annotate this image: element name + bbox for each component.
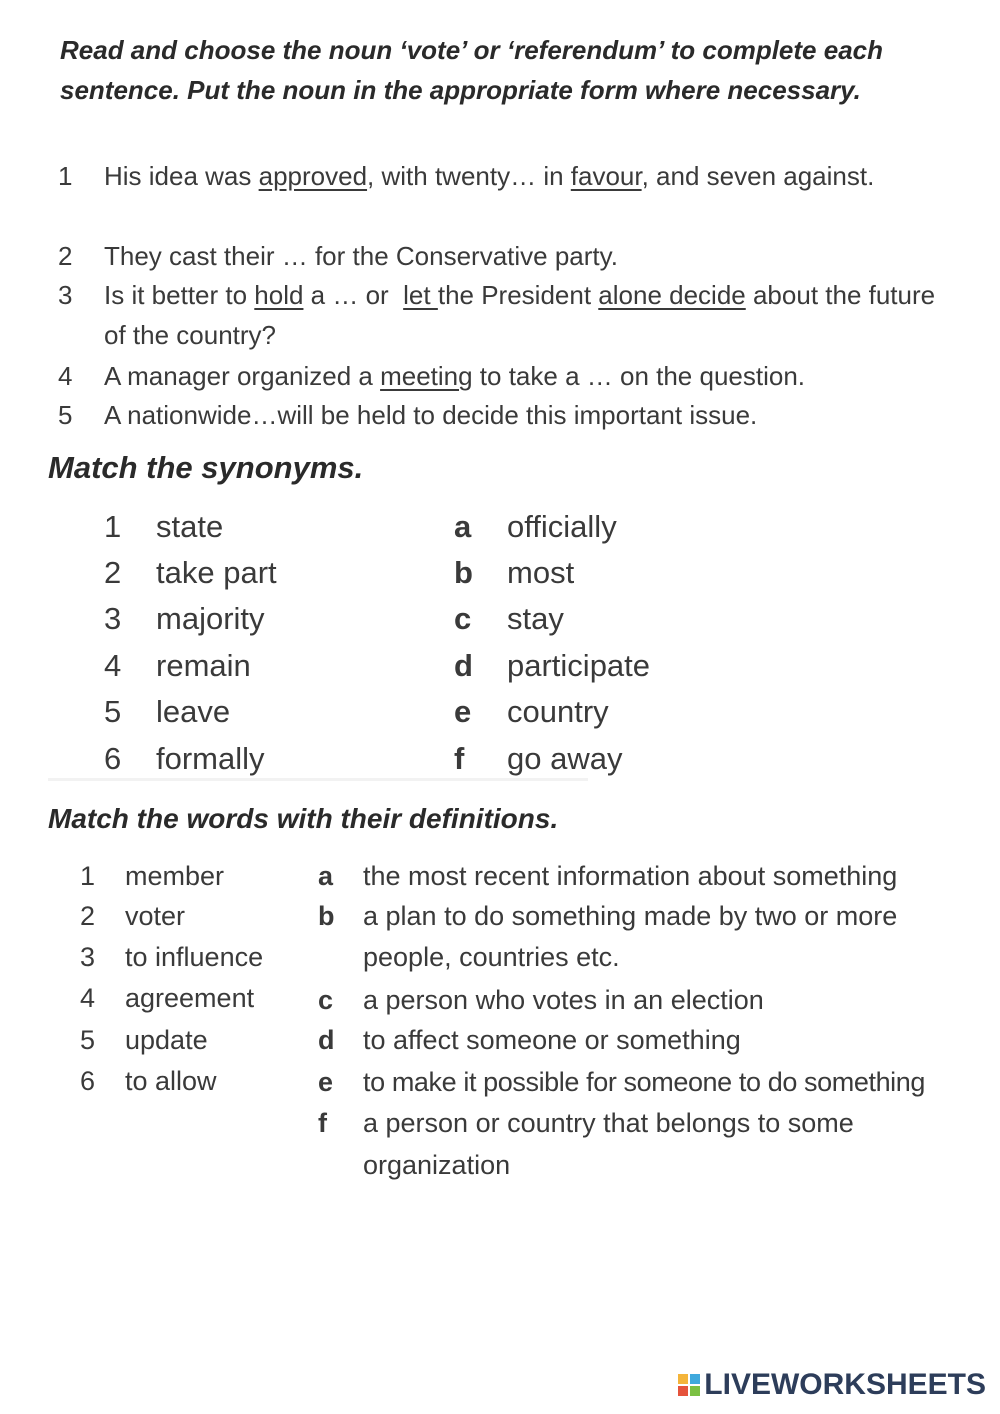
synonym-row: 1 state a officially bbox=[104, 509, 617, 544]
underlined-word: approved bbox=[258, 161, 368, 191]
underlined-word: let bbox=[403, 280, 438, 310]
exercise3-heading: Match the words with their definitions. bbox=[48, 803, 559, 834]
liveworksheets-logo bbox=[678, 1368, 986, 1402]
synonym-row: 4 remain d participate bbox=[104, 648, 651, 683]
underlined-word: meeting bbox=[380, 361, 473, 391]
underlined-word: hold bbox=[254, 280, 304, 310]
sentence-number: 4 bbox=[58, 361, 73, 391]
sentence-5: 5 A nationwide…will be held to decide this important issue. bbox=[58, 395, 958, 435]
synonym-row: 2 take part b most bbox=[104, 555, 575, 590]
sentence-number: 5 bbox=[58, 400, 73, 430]
exercise2-heading: Match the synonyms. bbox=[48, 450, 364, 485]
sentence-3: 3 Is it better to hold a … or let the President alone decide about the future of the country? bbox=[58, 275, 958, 355]
sentence-1: 1 His idea was approved, with twenty… in favour, and seven against. bbox=[58, 156, 958, 196]
logo-icon bbox=[678, 1374, 700, 1396]
synonym-row: 6 formally f go away bbox=[104, 741, 623, 776]
underlined-word: favour bbox=[570, 161, 642, 191]
exercise1-instruction: Read and choose the noun ‘vote’ or ‘referendum’ to complete each sentence. Put the noun in the appropriate form where necessary. bbox=[60, 35, 883, 105]
sentence-number: 3 bbox=[58, 280, 73, 310]
sentence-4: 4 A manager organized a meeting to take a … on the question. bbox=[58, 356, 958, 396]
synonym-row: 3 majority c stay bbox=[104, 601, 564, 636]
logo-text: LIVEWORKSHEETS bbox=[704, 1368, 986, 1401]
underlined-word: alone decide bbox=[598, 280, 746, 310]
sentence-number: 1 bbox=[58, 161, 73, 191]
sentence-2: 2 They cast their … for the Conservative party. bbox=[58, 236, 958, 276]
synonym-row: 5 leave e country bbox=[104, 694, 609, 729]
divider bbox=[48, 778, 588, 781]
sentence-number: 2 bbox=[58, 241, 73, 271]
